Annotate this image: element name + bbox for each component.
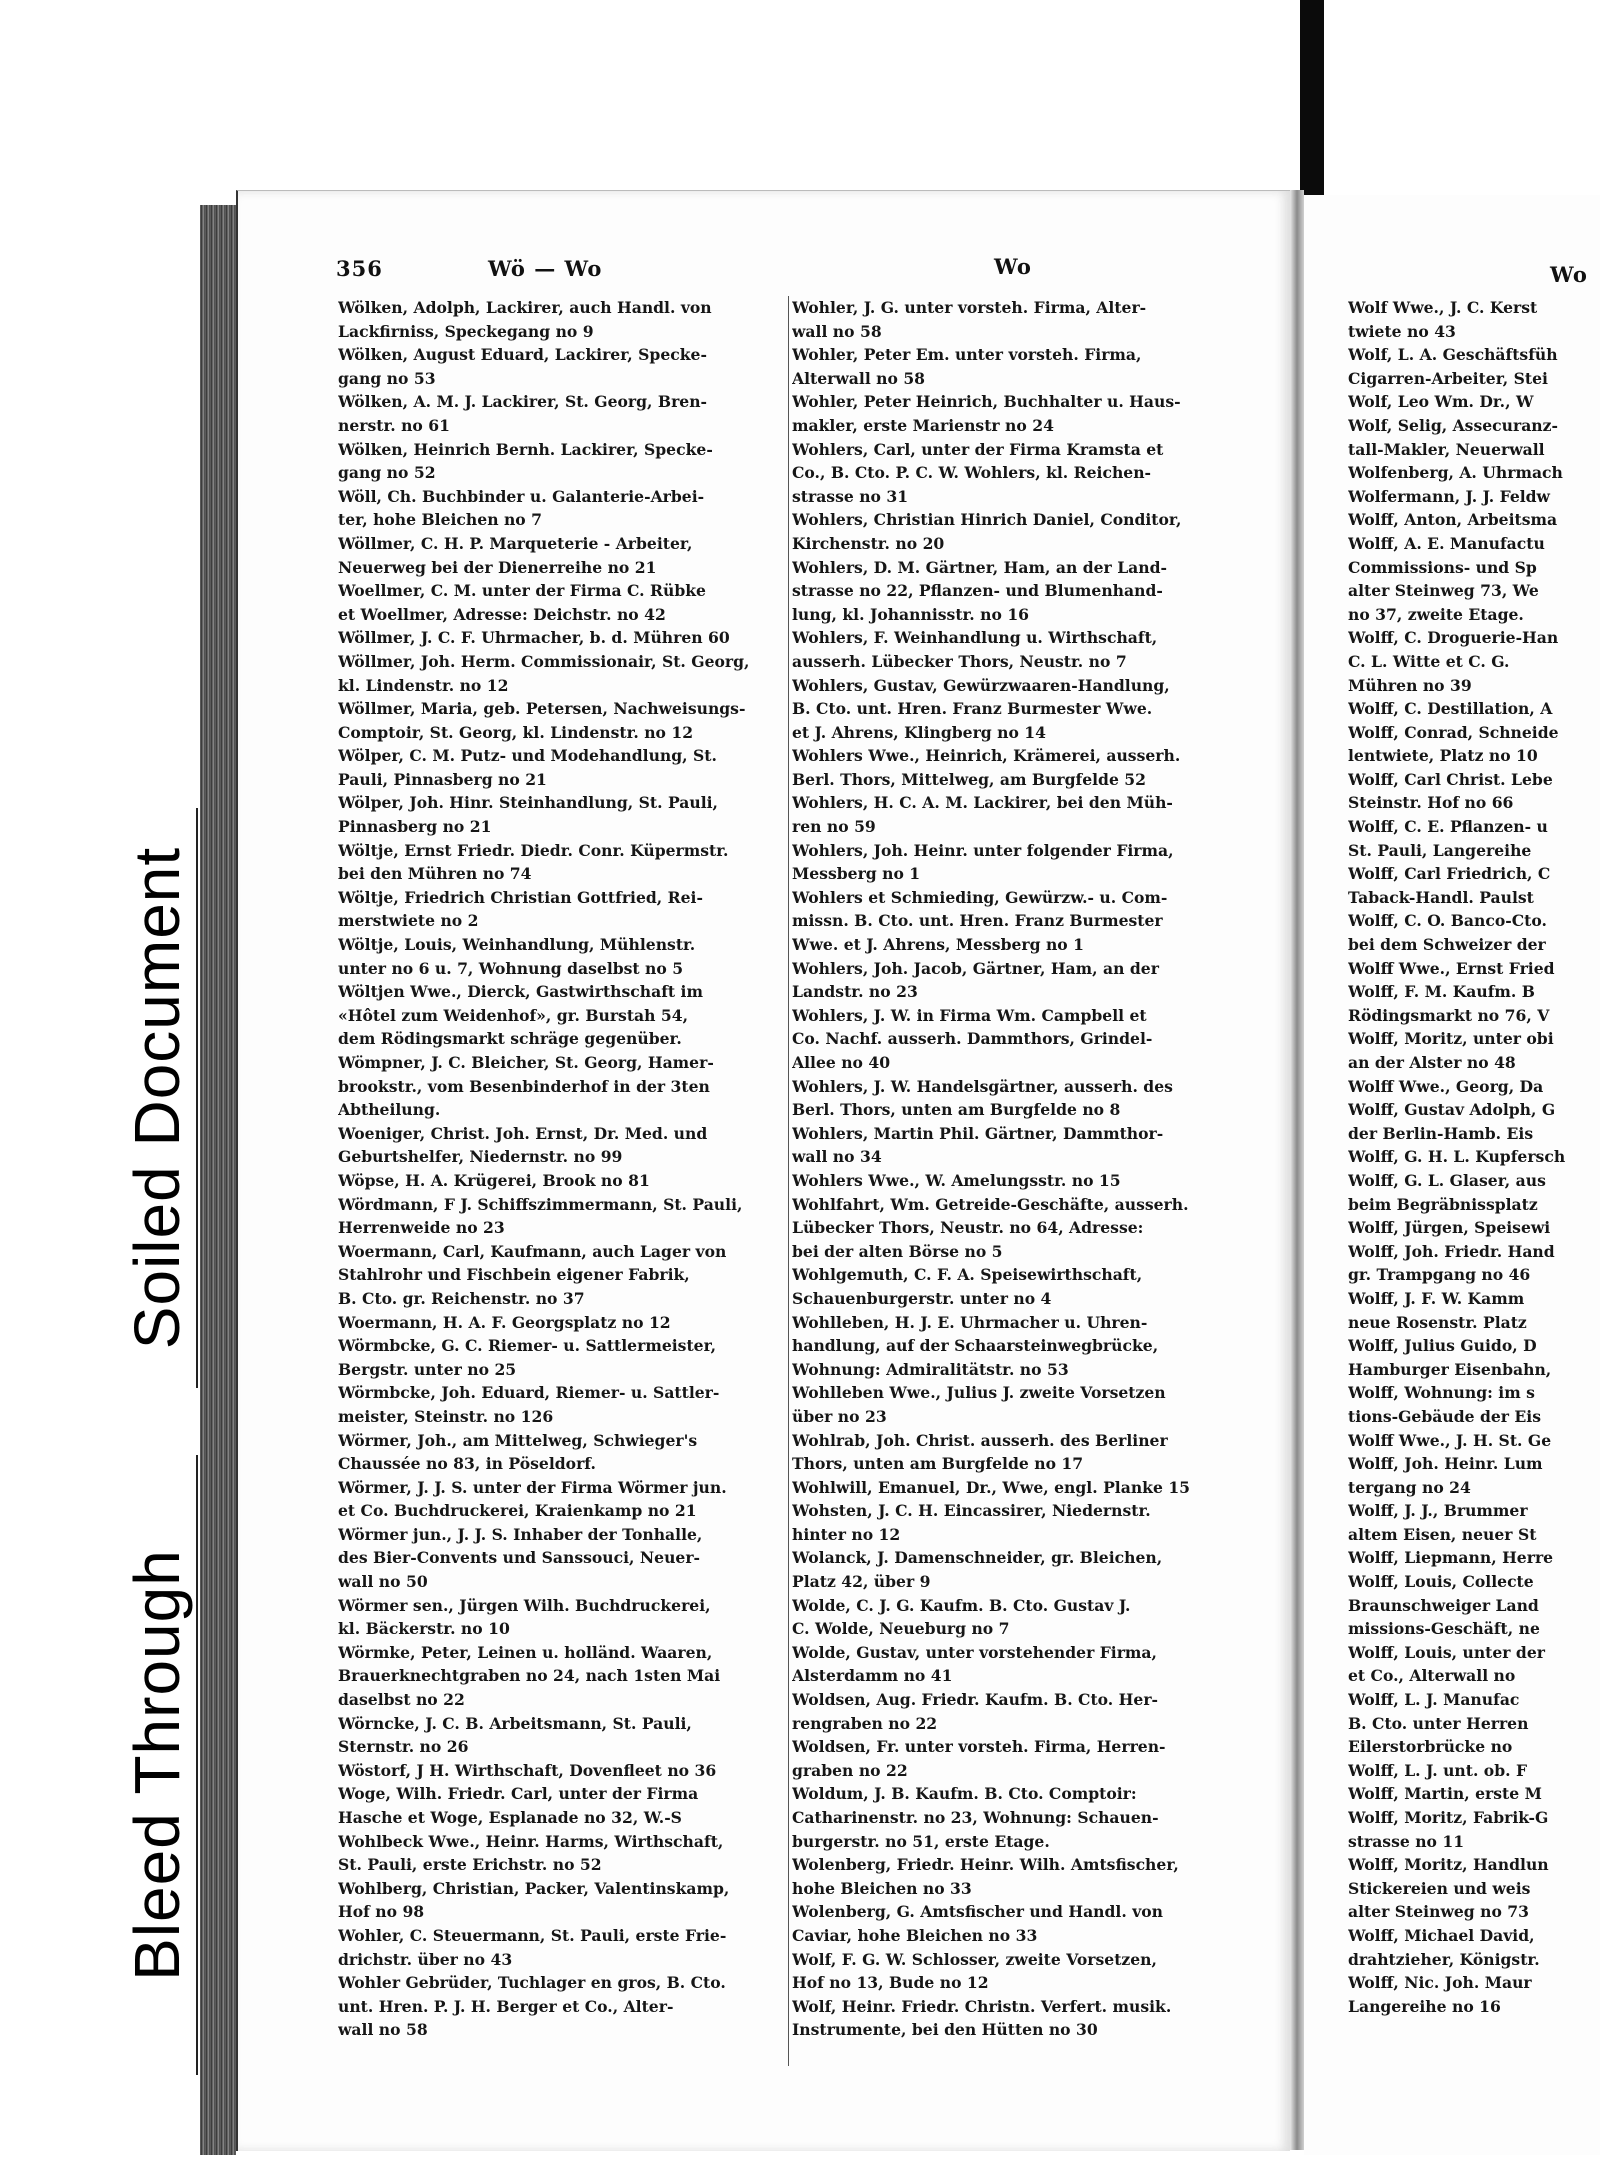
directory-entry-line: Wölken, Heinrich Bernh. Lackirer, Specke-: [338, 439, 713, 459]
directory-entry-line: alter Steinweg no 73: [1348, 1902, 1529, 1922]
directory-entry-line: Wohlers, Joh. Jacob, Gärtner, Ham, an der: [792, 958, 1159, 978]
directory-entry-line: des Bier-Convents und Sanssouci, Neuer-: [338, 1548, 701, 1568]
directory-entry-line: Braunschweiger Land: [1348, 1595, 1539, 1615]
directory-entry-line: Wölken, Adolph, Lackirer, auch Handl. von: [338, 298, 712, 317]
directory-entry-line: Wöpse, H. A. Krügerei, Brook no 81: [338, 1170, 650, 1190]
directory-entry-line: Bergstr. unter no 25: [338, 1359, 517, 1379]
directory-entry-line: Sternstr. no 26: [338, 1737, 469, 1757]
directory-entry-line: kl. Lindenstr. no 12: [338, 675, 509, 695]
directory-entry-line: Woermann, H. A. F. Georgsplatz no 12: [338, 1312, 671, 1332]
directory-entry-line: nerstr. no 61: [338, 415, 450, 435]
directory-entry-line: Landstr. no 23: [792, 982, 918, 1002]
directory-entry-line: Wolff, C. E. Pflanzen- u: [1348, 817, 1548, 837]
directory-entry-line: Wohlwill, Emanuel, Dr., Wwe, engl. Planke 15: [792, 1477, 1191, 1497]
directory-entry-line: Wöltjen Wwe., Dierck, Gastwirthschaft im: [338, 982, 703, 1002]
directory-entry-line: Wolff Wwe., Georg, Da: [1348, 1076, 1544, 1096]
directory-entry-line: Wolff, F. M. Kaufm. B: [1348, 982, 1535, 1002]
directory-entry-line: Wolff, Liepmann, Herre: [1348, 1548, 1554, 1568]
directory-entry-line: Wohsten, J. C. H. Eincassirer, Niedernstr.: [792, 1501, 1151, 1521]
directory-entry-line: Wolff, Nic. Joh. Maur: [1348, 1973, 1532, 1993]
directory-entry-line: Woge, Wilh. Friedr. Carl, unter der Firma: [338, 1784, 699, 1804]
directory-entry-line: Wolff, Joh. Friedr. Hand: [1348, 1241, 1555, 1261]
directory-entry-line: hinter no 12: [792, 1524, 901, 1544]
directory-entry-line: Wolf, Heinr. Friedr. Christn. Verfert. musik.: [792, 1996, 1172, 2016]
directory-entry-line: Taback-Handl. Paulst: [1348, 887, 1534, 907]
directory-entry-line: Wohler, C. Steuermann, St. Pauli, erste Frie-: [338, 1925, 727, 1945]
directory-entry-line: Thors, unten am Burgfelde no 17: [792, 1454, 1084, 1474]
directory-entry-line: Wohlfahrt, Wm. Getreide-Geschäfte, ausserh.: [792, 1194, 1189, 1214]
directory-entry-line: Catharinenstr. no 23, Wohnung: Schauen-: [792, 1808, 1159, 1827]
directory-entry-line: Wolff, Anton, Arbeitsma: [1348, 510, 1558, 530]
directory-entry-line: Wohlers, D. M. Gärtner, Ham, an der Land-: [792, 557, 1167, 577]
directory-entry-line: Wöllmer, J. C. F. Uhrmacher, b. d. Mühren 60: [338, 628, 730, 648]
directory-entry-line: Wolff, L. J. unt. ob. F: [1348, 1760, 1528, 1780]
directory-entry-line: Wohler, Peter Em. unter vorsteh. Firma,: [792, 345, 1142, 365]
directory-entry-line: Wohlleben Wwe., Julius J. zweite Vorsetzen: [792, 1383, 1166, 1403]
directory-entry-line: Wolff, C. Destillation, A: [1348, 699, 1553, 719]
directory-entry-line: der Berlin-Hamb. Eis: [1348, 1123, 1534, 1143]
directory-entry-line: Neuerweg bei der Dienerreihe no 21: [338, 557, 657, 577]
directory-entry-line: lung, kl. Johannisstr. no 16: [792, 604, 1030, 624]
directory-column-1: [338, 296, 786, 2042]
directory-entry-line: Wolde, Gustav, unter vorstehender Firma,: [792, 1642, 1157, 1662]
directory-entry-line: Wolfermann, J. J. Feldw: [1348, 486, 1550, 506]
directory-entry-line: unt. Hren. P. J. H. Berger et Co., Alter-: [338, 1996, 674, 2016]
directory-entry-line: lentwiete, Platz no 10: [1348, 746, 1538, 766]
directory-entry-line: Wolff, Julius Guido, D: [1348, 1336, 1537, 1356]
directory-entry-line: Caviar, hohe Bleichen no 33: [792, 1925, 1038, 1945]
directory-entry-line: Wörncke, J. C. B. Arbeitsmann, St. Pauli,: [338, 1713, 692, 1733]
directory-entry-line: beim Begräbnissplatz: [1348, 1194, 1538, 1214]
directory-entry-line: bei dem Schweizer der: [1348, 935, 1546, 955]
directory-entry-line: Pinnasberg no 21: [338, 817, 492, 837]
directory-entry-line: Chaussée no 83, in Pöseldorf.: [338, 1454, 596, 1474]
directory-entry-line: bei der alten Börse no 5: [792, 1241, 1003, 1261]
directory-entry-line: Wolenberg, Friedr. Heinr. Wilh. Amtsfischer,: [792, 1855, 1179, 1875]
directory-entry-line: B. Cto. unter Herren: [1348, 1713, 1529, 1733]
directory-entry-line: Wolff, G. H. L. Kupfersch: [1348, 1147, 1566, 1167]
directory-entry-line: B. Cto. unt. Hren. Franz Burmester Wwe.: [792, 699, 1153, 719]
directory-entry-line: Cigarren-Arbeiter, Stei: [1348, 368, 1548, 388]
directory-entry-line: Wolff, Wohnung: im s: [1348, 1383, 1535, 1403]
directory-entry-line: Berl. Thors, Mittelweg, am Burgfelde 52: [792, 769, 1147, 789]
directory-entry-line: Wohlers, J. W. Handelsgärtner, ausserh. des: [792, 1076, 1173, 1096]
directory-entry-line: Wolfenberg, A. Uhrmach: [1348, 463, 1563, 483]
directory-entry-line: Wömpner, J. C. Bleicher, St. Georg, Hamer-: [338, 1053, 714, 1072]
directory-entry-line: «Hôtel zum Weidenhof», gr. Burstah 54,: [338, 1005, 689, 1025]
directory-entry-line: Mühren no 39: [1348, 675, 1472, 695]
directory-entry-line: ren no 59: [792, 817, 876, 837]
book-page-edges: [200, 205, 236, 2155]
directory-entry-line: Alterwall no 58: [792, 368, 926, 388]
soiled-document-label: [118, 808, 198, 1388]
directory-entry-line: Wöltje, Louis, Weinhandlung, Mühlenstr.: [338, 935, 696, 955]
directory-entry-line: Lackfirniss, Speckegang no 9: [338, 321, 594, 341]
directory-entry-line: Wolff, Gustav Adolph, G: [1348, 1100, 1556, 1120]
directory-entry-line: Wolff Wwe., Ernst Fried: [1348, 958, 1555, 978]
directory-entry-line: graben no 22: [792, 1760, 908, 1780]
directory-entry-line: Wördmann, F J. Schiffszimmermann, St. Pauli,: [338, 1194, 743, 1214]
directory-entry-line: Wohlers, J. W. in Firma Wm. Campbell et: [792, 1005, 1147, 1025]
directory-entry-line: Wolff, Conrad, Schneide: [1348, 722, 1559, 742]
directory-entry-line: Wohnung: Admiralitätstr. no 53: [792, 1359, 1069, 1379]
directory-entry-line: merstwiete no 2: [338, 911, 479, 931]
directory-entry-line: kl. Bäckerstr. no 10: [338, 1619, 510, 1639]
directory-entry-line: Wörmer, Joh., am Mittelweg, Schwieger's: [338, 1430, 698, 1450]
directory-entry-line: Pauli, Pinnasberg no 21: [338, 769, 547, 789]
directory-entry-line: Wölken, August Eduard, Lackirer, Specke-: [338, 345, 707, 365]
directory-entry-line: wall no 34: [792, 1147, 882, 1167]
directory-entry-line: et Co. Buchdruckerei, Kraienkamp no 21: [338, 1501, 697, 1521]
directory-entry-line: Woldsen, Aug. Friedr. Kaufm. B. Cto. Her-: [792, 1690, 1159, 1710]
directory-entry-line: Woldum, J. B. Kaufm. B. Cto. Comptoir:: [792, 1784, 1137, 1804]
directory-column-3: [1348, 296, 1600, 2018]
directory-entry-line: C. L. Witte et C. G.: [1348, 651, 1510, 671]
directory-entry-line: missn. B. Cto. unt. Hren. Franz Burmester: [792, 911, 1163, 931]
directory-entry-line: strasse no 11: [1348, 1831, 1465, 1851]
directory-entry-line: wall no 58: [792, 321, 882, 341]
directory-entry-line: Wohlers, Joh. Heinr. unter folgender Firma,: [792, 840, 1174, 860]
directory-entry-line: strasse no 22, Pflanzen- und Blumenhand-: [792, 581, 1163, 601]
directory-entry-line: drahtzieher, Königstr.: [1348, 1949, 1540, 1969]
directory-entry-line: Wolff, Louis, Collecte: [1348, 1572, 1534, 1592]
directory-entry-line: rengraben no 22: [792, 1713, 938, 1733]
directory-entry-line: Platz 42, über 9: [792, 1572, 931, 1592]
directory-entry-line: brookstr., vom Besenbinderhof in der 3ten: [338, 1076, 710, 1096]
directory-entry-line: Wolff, J. F. W. Kamm: [1348, 1288, 1525, 1308]
directory-entry-line: Wölper, Joh. Hinr. Steinhandlung, St. Pauli,: [338, 793, 718, 813]
directory-entry-line: Eilerstorbrücke no: [1348, 1737, 1513, 1757]
directory-entry-line: wall no 58: [338, 2020, 428, 2040]
directory-entry-line: strasse no 31: [792, 486, 909, 506]
directory-entry-line: tions-Gebäude der Eis: [1348, 1406, 1542, 1426]
directory-entry-line: Wolenberg, G. Amtsfischer und Handl. von: [792, 1902, 1164, 1922]
directory-entry-line: Wöstorf, J H. Wirthschaft, Dovenfleet no 36: [338, 1760, 717, 1780]
directory-entry-line: hohe Bleichen no 33: [792, 1878, 972, 1898]
directory-entry-line: Wolff, Martin, erste M: [1348, 1784, 1542, 1804]
directory-entry-line: Woldsen, Fr. unter vorsteh. Firma, Herren-: [792, 1737, 1166, 1757]
directory-entry-line: twiete no 43: [1348, 321, 1456, 341]
directory-entry-line: Wolff, Joh. Heinr. Lum: [1348, 1454, 1543, 1474]
directory-entry-line: Woermann, Carl, Kaufmann, auch Lager von: [338, 1241, 727, 1261]
directory-entry-line: B. Cto. gr. Reichenstr. no 37: [338, 1288, 585, 1308]
directory-entry-line: Wohlers, F. Weinhandlung u. Wirthschaft,: [792, 628, 1158, 648]
directory-entry-line: Wolf, Leo Wm. Dr., W: [1348, 392, 1534, 412]
directory-entry-line: Lübecker Thors, Neustr. no 64, Adresse:: [792, 1218, 1144, 1238]
directory-entry-line: an der Alster no 48: [1348, 1053, 1516, 1072]
directory-entry-line: Hof no 13, Bude no 12: [792, 1973, 989, 1993]
directory-entry-line: Wörmbcke, Joh. Eduard, Riemer- u. Sattler-: [338, 1383, 720, 1403]
directory-entry-line: Wwe. et J. Ahrens, Messberg no 1: [792, 935, 1084, 955]
directory-column-2: [792, 296, 1244, 2042]
bleed-through-text: Bleed Through: [121, 1549, 193, 1981]
directory-entry-line: tergang no 24: [1348, 1477, 1471, 1497]
directory-entry-line: Wohler, J. G. unter vorsteh. Firma, Alter-: [792, 298, 1147, 317]
directory-entry-line: Wolff Wwe., J. H. St. Ge: [1348, 1430, 1552, 1450]
directory-entry-line: Co., B. Cto. P. C. W. Wohlers, kl. Reichen-: [792, 463, 1152, 483]
directory-entry-line: Wolf, L. A. Geschäftsfüh: [1348, 345, 1558, 365]
directory-entry-line: et J. Ahrens, Klingberg no 14: [792, 722, 1047, 742]
directory-entry-line: missions-Geschäft, ne: [1348, 1619, 1540, 1639]
directory-entry-line: alter Steinweg 73, We: [1348, 581, 1539, 601]
page-number: 356: [336, 256, 383, 281]
directory-entry-line: unter no 6 u. 7, Wohnung daselbst no 5: [338, 958, 684, 978]
directory-entry-line: Wolff, C. Droguerie-Han: [1348, 628, 1559, 648]
directory-entry-line: Allee no 40: [792, 1053, 891, 1072]
directory-entry-line: makler, erste Marienstr no 24: [792, 415, 1054, 435]
directory-entry-line: Wörmbcke, G. C. Riemer- u. Sattlermeister,: [338, 1336, 717, 1356]
directory-entry-line: Wolf Wwe., J. C. Kerst: [1348, 298, 1538, 317]
directory-entry-line: Wohlrab, Joh. Christ. ausserh. des Berliner: [792, 1430, 1168, 1450]
running-head-right: Wo: [1550, 262, 1588, 287]
directory-entry-line: Wohlers Wwe., W. Amelungsstr. no 15: [792, 1170, 1121, 1190]
directory-entry-line: et Co., Alterwall no: [1348, 1666, 1516, 1686]
directory-entry-line: bei den Mühren no 74: [338, 864, 532, 884]
directory-entry-line: über no 23: [792, 1406, 887, 1426]
directory-entry-line: Wohlers, Christian Hinrich Daniel, Conditor,: [792, 510, 1182, 530]
directory-entry-line: Commissions- und Sp: [1348, 557, 1537, 577]
directory-entry-line: Stahlrohr und Fischbein eigener Fabrik,: [338, 1265, 690, 1285]
directory-entry-line: Wöll, Ch. Buchbinder u. Galanterie-Arbei-: [338, 486, 705, 506]
directory-entry-line: gang no 53: [338, 368, 436, 388]
directory-entry-line: St. Pauli, erste Erichstr. no 52: [338, 1855, 602, 1875]
directory-entry-line: burgerstr. no 51, erste Etage.: [792, 1831, 1050, 1851]
directory-entry-line: Wöltje, Friedrich Christian Gottfried, Rei-: [338, 887, 703, 907]
directory-entry-line: neue Rosenstr. Platz: [1348, 1312, 1527, 1332]
directory-entry-line: Brauerknechtgraben no 24, nach 1sten Mai: [338, 1666, 721, 1686]
directory-entry-line: Wolff, Jürgen, Speisewi: [1348, 1218, 1551, 1238]
directory-entry-line: Wohlgemuth, C. F. A. Speisewirthschaft,: [792, 1265, 1143, 1285]
directory-entry-line: Steinstr. Hof no 66: [1348, 793, 1514, 813]
directory-entry-line: Wolff, Carl Christ. Lebe: [1348, 769, 1553, 789]
directory-entry-line: Hof no 98: [338, 1902, 425, 1922]
directory-entry-line: Hasche et Woge, Esplanade no 32, W.-S: [338, 1808, 682, 1827]
directory-entry-line: Wohlers et Schmieding, Gewürzw.- u. Com-: [792, 887, 1168, 907]
book-gutter: [1290, 190, 1304, 2150]
directory-entry-line: Wolff, Michael David,: [1348, 1925, 1535, 1945]
directory-entry-line: Wohlbeck Wwe., Heinr. Harms, Wirthschaft,: [338, 1831, 724, 1851]
directory-entry-line: Wölken, A. M. J. Lackirer, St. Georg, Bren-: [338, 392, 708, 412]
directory-entry-line: no 37, zweite Etage.: [1348, 604, 1524, 624]
directory-entry-line: Alsterdamm no 41: [792, 1666, 953, 1686]
directory-entry-line: tall-Makler, Neuerwall: [1348, 439, 1545, 459]
column-divider: [788, 296, 789, 2066]
directory-entry-line: Wöltje, Ernst Friedr. Diedr. Conr. Küpermstr.: [338, 840, 729, 860]
bleed-through-label: [118, 1455, 198, 2075]
directory-entry-line: ausserh. Lübecker Thors, Neustr. no 7: [792, 651, 1127, 671]
directory-entry-line: Wohler, Peter Heinrich, Buchhalter u. Haus-: [792, 392, 1181, 412]
directory-entry-line: Wörmer sen., Jürgen Wilh. Buchdruckerei,: [338, 1595, 711, 1615]
directory-entry-line: Langereihe no 16: [1348, 1996, 1501, 2016]
directory-entry-line: handlung, auf der Schaarsteinwegbrücke,: [792, 1336, 1159, 1356]
directory-entry-line: Wolf, Selig, Assecuranz-: [1348, 415, 1558, 435]
directory-entry-line: Wörmer jun., J. J. S. Inhaber der Tonhalle,: [338, 1524, 703, 1544]
directory-entry-line: Wohlleben, H. J. E. Uhrmacher u. Uhren-: [792, 1312, 1148, 1332]
directory-entry-line: C. Wolde, Neueburg no 7: [792, 1619, 1010, 1639]
directory-entry-line: Wolff, Moritz, Handlun: [1348, 1855, 1549, 1875]
directory-entry-line: gang no 52: [338, 463, 436, 483]
directory-entry-line: daselbst no 22: [338, 1690, 465, 1710]
directory-entry-line: Wohlers, Gustav, Gewürzwaaren-Handlung,: [792, 675, 1170, 695]
directory-entry-line: Wohlers, H. C. A. M. Lackirer, bei den Müh-: [792, 793, 1173, 813]
directory-entry-line: Rödingsmarkt no 76, V: [1348, 1005, 1550, 1025]
directory-entry-line: Wöllmer, C. H. P. Marqueterie - Arbeiter,: [338, 533, 693, 553]
directory-entry-line: Stickereien und weis: [1348, 1878, 1531, 1898]
directory-entry-line: Wolff, J. J., Brummer: [1348, 1501, 1528, 1521]
directory-entry-line: Abtheilung.: [338, 1100, 441, 1120]
directory-entry-line: gr. Trampgang no 46: [1348, 1265, 1531, 1285]
directory-entry-line: Woeniger, Christ. Joh. Ernst, Dr. Med. und: [338, 1123, 708, 1143]
soiled-document-text: Soiled Document: [121, 846, 193, 1350]
directory-entry-line: Hamburger Eisenbahn,: [1348, 1359, 1552, 1379]
directory-entry-line: Wolff, L. J. Manufac: [1348, 1690, 1520, 1710]
directory-entry-line: Wörmer, J. J. S. unter der Firma Wörmer jun.: [338, 1477, 727, 1497]
directory-entry-line: dem Rödingsmarkt schräge gegenüber.: [338, 1029, 682, 1049]
directory-entry-line: ter, hohe Bleichen no 7: [338, 510, 542, 530]
directory-entry-line: Wohlers, Carl, unter der Firma Kramsta et: [792, 439, 1164, 459]
directory-entry-line: Wöllmer, Joh. Herm. Commissionair, St. Georg,: [338, 651, 750, 671]
directory-entry-line: Wolf, F. G. W. Schlosser, zweite Vorsetzen,: [792, 1949, 1157, 1969]
directory-entry-line: Wohler Gebrüder, Tuchlager en gros, B. Cto.: [338, 1973, 726, 1993]
directory-entry-line: Wolff, Carl Friedrich, C: [1348, 864, 1551, 884]
directory-entry-line: wall no 50: [338, 1572, 428, 1592]
directory-entry-line: Wölper, C. M. Putz- und Modehandlung, St.: [338, 746, 717, 766]
directory-entry-line: drichstr. über no 43: [338, 1949, 513, 1969]
directory-entry-line: Wolff, Moritz, unter obi: [1348, 1029, 1554, 1049]
directory-entry-line: Wolanck, J. Damenschneider, gr. Bleichen,: [792, 1548, 1163, 1568]
directory-entry-line: Wolff, A. E. Manufactu: [1348, 533, 1545, 553]
directory-entry-line: St. Pauli, Langereihe: [1348, 840, 1532, 860]
directory-entry-line: Berl. Thors, unten am Burgfelde no 8: [792, 1100, 1121, 1120]
directory-entry-line: et Woellmer, Adresse: Deichstr. no 42: [338, 604, 666, 624]
directory-entry-line: Herrenweide no 23: [338, 1218, 505, 1238]
directory-entry-line: Wörmke, Peter, Leinen u. holländ. Waaren,: [338, 1642, 713, 1662]
running-head-left: Wö — Wo: [488, 256, 603, 281]
directory-entry-line: altem Eisen, neuer St: [1348, 1524, 1537, 1544]
directory-entry-line: Wolff, G. L. Glaser, aus: [1348, 1170, 1546, 1190]
directory-entry-line: Messberg no 1: [792, 864, 921, 884]
directory-entry-line: Wohlberg, Christian, Packer, Valentinskamp,: [338, 1878, 730, 1898]
directory-entry-line: Schauenburgerstr. unter no 4: [792, 1288, 1052, 1308]
binding-strip: [1300, 0, 1324, 220]
directory-entry-line: Wolde, C. J. G. Kaufm. B. Cto. Gustav J.: [792, 1595, 1131, 1615]
directory-entry-line: Comptoir, St. Georg, kl. Lindenstr. no 12: [338, 722, 694, 742]
directory-entry-line: Instrumente, bei den Hütten no 30: [792, 2020, 1098, 2040]
directory-entry-line: Co. Nachf. ausserh. Dammthors, Grindel-: [792, 1029, 1153, 1049]
running-head-middle: Wo: [994, 254, 1032, 279]
directory-entry-line: Wohlers, Martin Phil. Gärtner, Dammthor-: [792, 1123, 1164, 1143]
directory-entry-line: Kirchenstr. no 20: [792, 533, 945, 553]
directory-entry-line: meister, Steinstr. no 126: [338, 1406, 554, 1426]
directory-entry-line: Woellmer, C. M. unter der Firma C. Rübke: [338, 581, 706, 601]
directory-entry-line: Wolff, Moritz, Fabrik-G: [1348, 1808, 1549, 1827]
directory-entry-line: Wöllmer, Maria, geb. Petersen, Nachweisungs-: [338, 699, 746, 719]
directory-entry-line: Wohlers Wwe., Heinrich, Krämerei, ausserh.: [792, 746, 1181, 766]
directory-entry-line: Wolff, Louis, unter der: [1348, 1642, 1545, 1662]
directory-entry-line: Wolff, C. O. Banco-Cto.: [1348, 911, 1547, 931]
directory-entry-line: Geburtshelfer, Niedernstr. no 99: [338, 1147, 623, 1167]
